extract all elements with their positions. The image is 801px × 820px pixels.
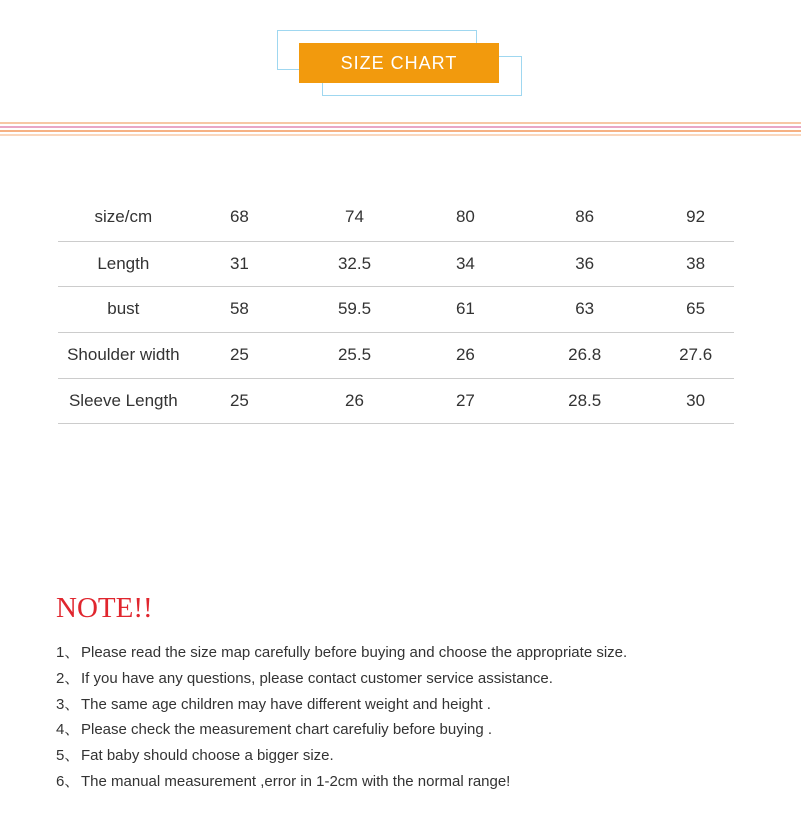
notes-list [56,640,627,795]
note-text: Fat baby should choose a bigger size. [81,747,334,765]
table-cell: 25 [229,345,249,364]
table-row [58,332,734,378]
row-label: Shoulder width [67,345,180,364]
note-number: 4、 [56,721,80,739]
stripe [0,126,801,128]
table-cell: 25.5 [337,345,372,364]
table-cell: 61 [455,299,475,318]
stripe [0,122,801,124]
table-cell: 74 [345,207,364,227]
table-cell: 28.5 [568,390,602,410]
note-number: 1、 [56,644,80,661]
list-item [56,717,627,743]
list-item [56,640,627,666]
table-row [58,241,734,286]
table-row [58,378,734,423]
table-cell: 26.8 [568,345,602,364]
list-item [56,743,627,769]
table-cell: 26 [345,390,364,410]
table-cell: 34 [455,253,475,273]
decorative-stripes [0,122,801,138]
note-text: The same age children may have different weight and height . [81,695,491,713]
note-number: 3、 [56,695,80,713]
note-number: 6、 [56,772,80,790]
note-text: Please check the measurement chart carefuliy before buying . [81,721,493,739]
table-cell: 32.5 [337,253,372,273]
note-number: 5、 [56,747,80,765]
table-row [58,286,734,332]
table-cell: 59.5 [337,299,372,318]
table-cell: 86 [575,207,595,227]
table-cell: 80 [455,207,475,227]
note-title: NOTE!! [56,592,153,624]
table-cell: 36 [575,253,595,273]
table-cell: 68 [229,207,249,227]
note-text: Please read the size map carefully before buying and choose the appropriate size. [81,644,628,661]
size-chart-banner [299,43,499,83]
table-cell: 31 [229,253,249,273]
table-cell: 27 [455,390,475,410]
size-table [58,194,734,424]
table-cell: 27.6 [679,345,713,364]
list-item [56,666,627,692]
note-text: If you have any questions, please contact customer service assistance. [81,669,553,687]
table-cell: 26 [455,345,475,364]
note-text: The manual measurement ,error in 1-2cm with the normal range! [81,772,511,790]
table-cell: 63 [575,299,595,318]
stripe [0,134,801,136]
table-cell: 58 [229,299,249,318]
stripe [0,130,801,132]
row-label: size/cm [94,207,153,227]
table-cell: 65 [686,299,706,318]
row-label: bust [107,299,140,318]
table-cell: 92 [686,207,706,227]
row-label: Sleeve Length [68,390,178,410]
table-cell: 38 [686,253,706,273]
table-cell: 30 [686,390,706,410]
note-number: 2、 [56,669,80,687]
table-cell: 25 [229,390,249,410]
row-label: Length [97,253,150,273]
table-row [58,194,734,241]
list-item [56,692,627,718]
list-item [56,769,627,795]
size-chart-title: SIZE CHART [340,52,458,73]
